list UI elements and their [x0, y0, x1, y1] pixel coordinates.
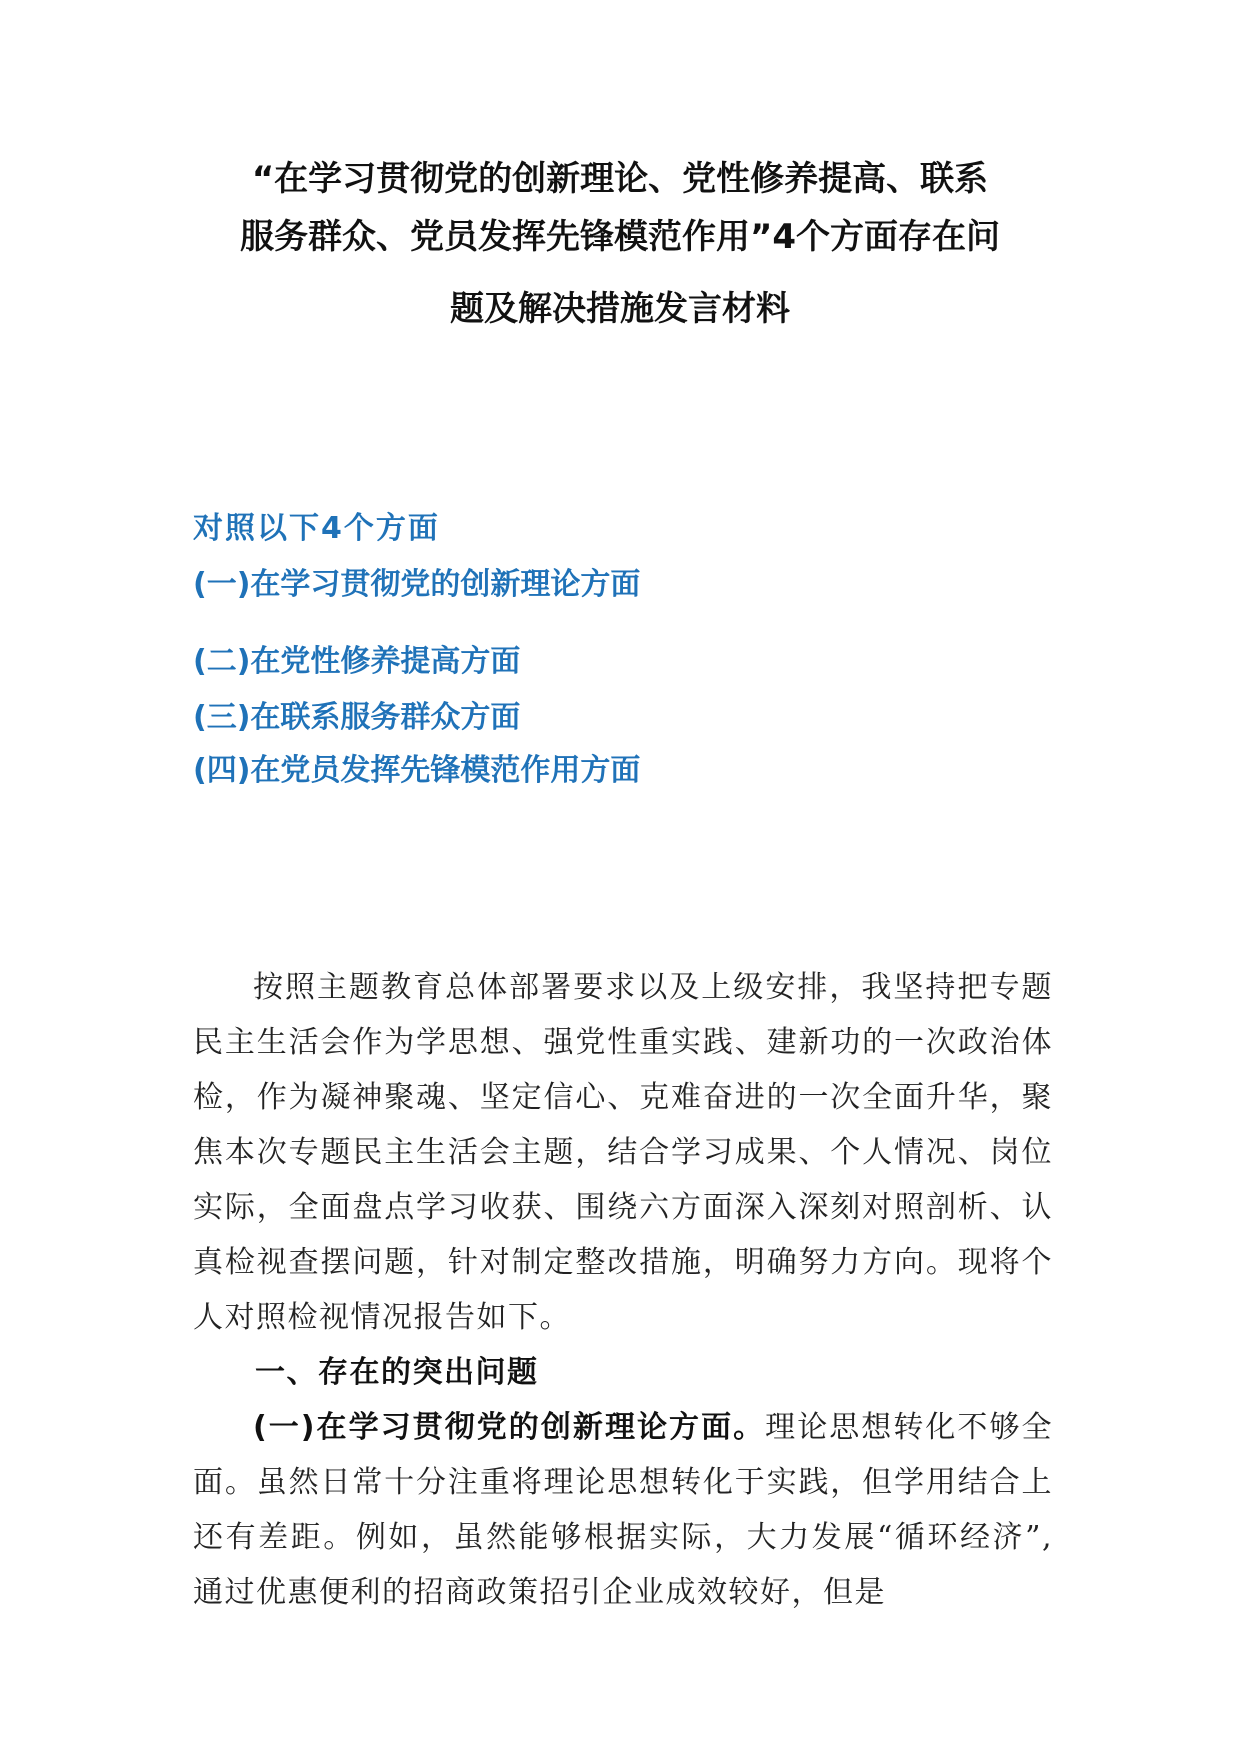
aspect-item-2: (二)在党性修养提高方面 — [193, 644, 521, 679]
section-heading: 一、存在的突出问题 — [255, 1355, 539, 1390]
intro-paragraph: 按照主题教育总体部署要求以及上级安排，我坚持把专题民主生活会作为学思想、强党性重实践、建新功的一次政治体检，作为凝神聚魂、坚定信心、克难奋进的一次全面升华，聚焦本次专题民主生活会主题，结合学习成果、个人情况、岗位实际，全面盘点学习收获、围绕六方面深入深刻对照剖析、认真检视查摆问题，针对制定整改措施，明确努力方向。现将个人对照检视情况报告如下。 — [193, 970, 1053, 1335]
title-line: 服务群众、党员发挥先锋模范作用”4个方面存在问 — [239, 217, 1000, 257]
aspect-item-1: (一)在学习贯彻党的创新理论方面 — [193, 567, 641, 602]
document-body — [193, 960, 1053, 1620]
subsection-paragraph — [193, 1400, 1053, 1620]
title-line: 题及解决措施发言材料 — [450, 289, 790, 329]
aspect-item-4: (四)在党员发挥先锋模范作用方面 — [193, 753, 641, 788]
title-line: “在学习贯彻党的创新理论、党性修养提高、联系 — [251, 159, 989, 199]
aspect-item-3: (三)在联系服务群众方面 — [193, 700, 521, 735]
aspects-heading: 对照以下4个方面 — [193, 511, 440, 546]
subsection-text: 理论思想转化不够全面。虽然日常十分注重将理论思想转化于实践，但学用结合上还有差距。例如，虽然能够根据实际，大力发展“循环经济”,通过优惠便利的招商政策招引企业成效较好，但是 — [193, 1410, 1054, 1610]
subsection-lead: (一)在学习贯彻党的创新理论方面。 — [253, 1410, 766, 1445]
document-title — [190, 150, 1050, 338]
